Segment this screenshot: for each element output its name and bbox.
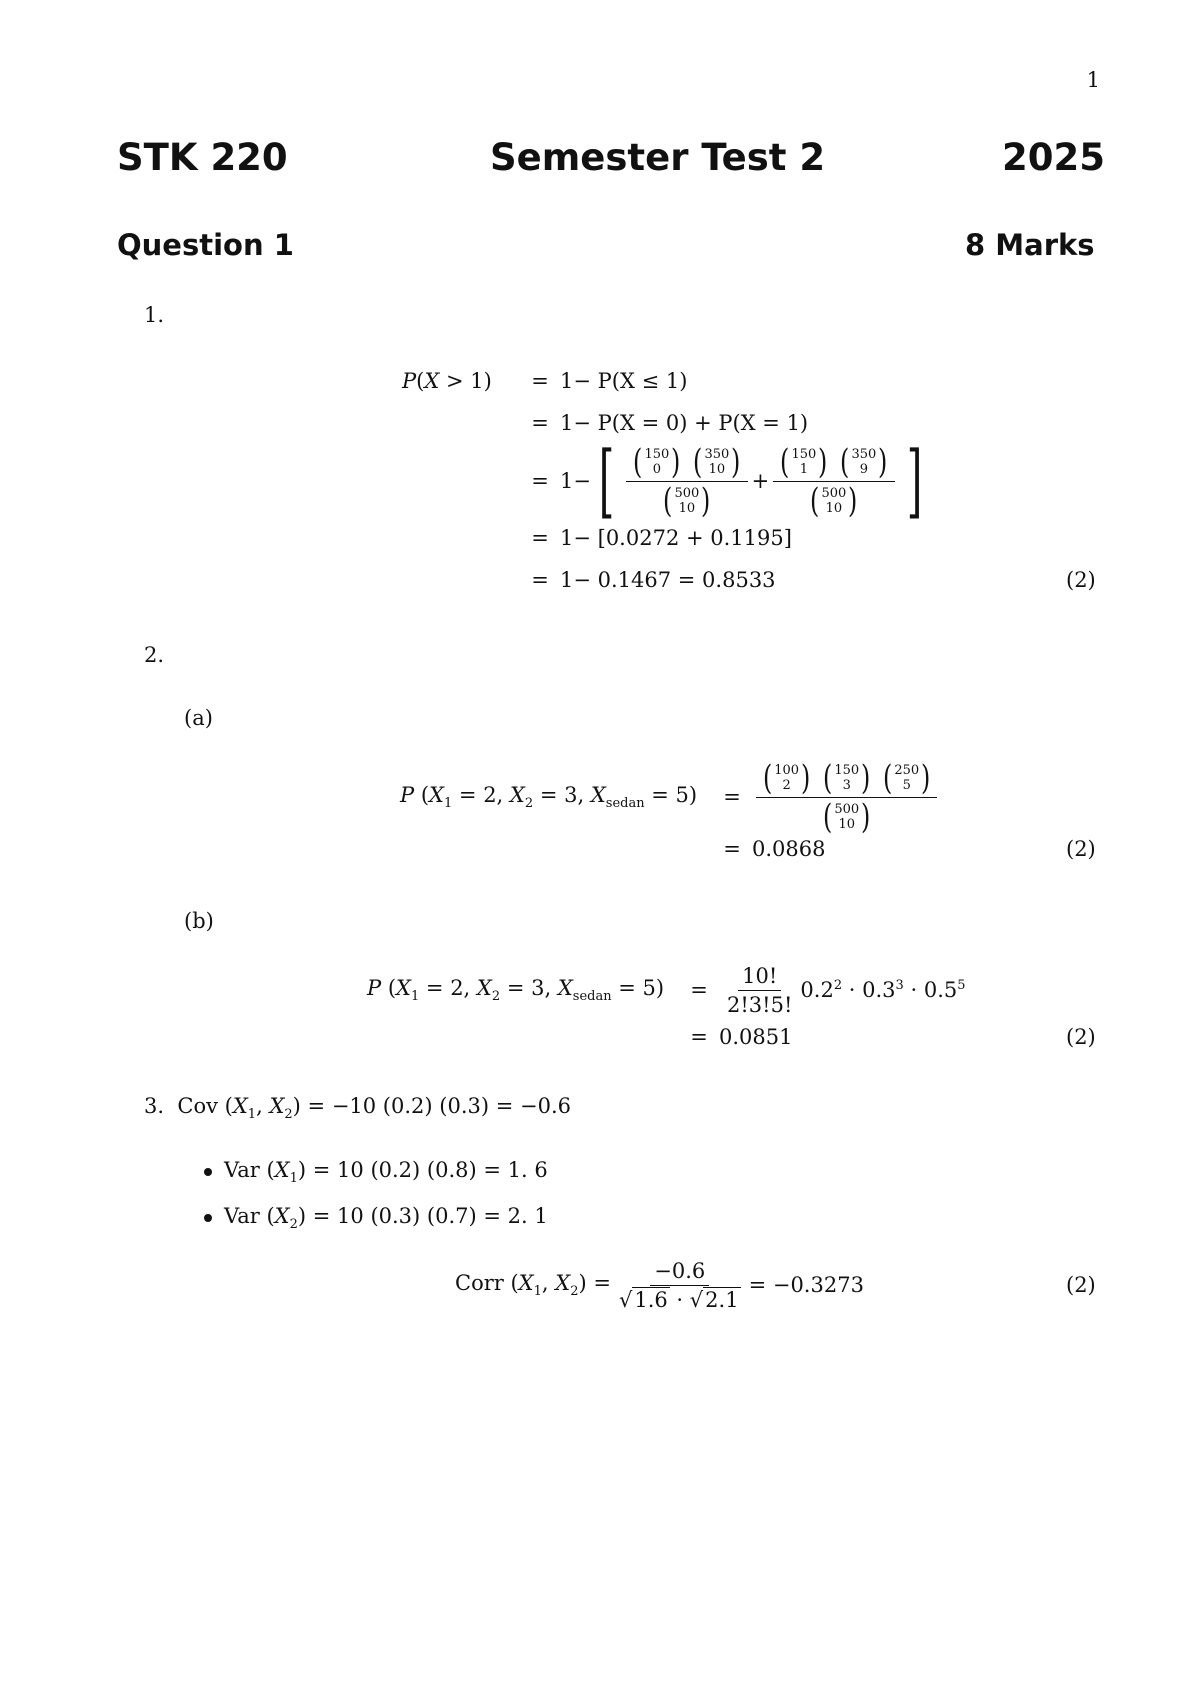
- q1-line-1: P(X > 1) = 1− P(X ≤ 1): [402, 369, 688, 393]
- q1-marks: (2): [1066, 568, 1096, 592]
- q3-cov-value: = −10 (0.2) (0.3) = −0.6: [307, 1094, 571, 1118]
- q2a-fraction: ( 100 2 ) ( 150 3 ) ( 250 5 ) ( 500 10 ): [756, 761, 937, 834]
- q2a-line-1: P ($X_1 = 2$, $X_2 = 3$, $X_{sedan} = 5$) = ( 100 2 ) ( 150 3 ) ( 250 5 ) ( 500 10 ): [400, 782, 941, 812]
- q1-line-2: = 1− P(X = 0) + P(X = 1): [531, 411, 809, 435]
- item-number-2: 2.: [144, 643, 165, 667]
- q2a-marks: (2): [1066, 837, 1096, 861]
- item-number-1: 1.: [144, 303, 165, 327]
- q1-line-5-rhs: 1− 0.1467 = 0.8533: [560, 568, 776, 592]
- q2b-marks: (2): [1066, 1025, 1096, 1049]
- q1-line-5: = 1− 0.1467 = 0.8533: [531, 568, 776, 592]
- q3-covariance: 3. Cov ($X_1$, $X_2) = -10$ (0.2) (0.3) = −0.6: [144, 1094, 571, 1122]
- q2b-product: $0.2^2 \cdot 0.3^3 \cdot 0.5^5$: [800, 978, 966, 1002]
- q3-corr-result: = −0.3273: [748, 1273, 864, 1297]
- q1-line-3: = 1− [ ( 150 0 ) ( 350 10 ) ( 500 10 ) + ( 150 1 ) ( 350 9 ) ( 500 10 ) ]: [531, 434, 923, 527]
- q1-line-4: = 1− [0.0272 + 0.1195]: [531, 526, 792, 550]
- q3-variance-2: Var $(X_2) = 10$ (0.3) (0.7) = 2. 1: [204, 1204, 548, 1232]
- bullet-icon: [204, 1214, 212, 1222]
- q1-line-4-rhs: 1− [0.0272 + 0.1195]: [560, 526, 792, 550]
- q1-line-3-prefix: 1−: [560, 469, 591, 493]
- q2b-line-1: P ($X_1 = 2$, $X_2 = 3$, $X_{sedan} = 5$) = $\frac{10!}{2!3!5!}$ $0.2^2 \cdot 0.3^3 \cdot 0.5^5$: [367, 963, 966, 1017]
- q1-lhs: P(X > 1): [402, 369, 492, 393]
- page-number: 1: [1086, 68, 1100, 92]
- q1-line-2-rhs: 1− P(X = 0) + P(X = 1): [560, 411, 809, 435]
- q2b-coef-den: 2!3!5!: [727, 992, 793, 1017]
- item-number-3: 3.: [144, 1094, 165, 1118]
- q3-corr-fraction: $\frac{-0.6}{√1.6 \cdot √2.1}$: [618, 1258, 739, 1312]
- test-year: 2025: [1002, 136, 1105, 179]
- q1-fraction-2: ( 150 1 ) ( 350 9 ) ( 500 10 ): [773, 445, 894, 518]
- item-2a-label: (a): [184, 706, 213, 730]
- item-2b-label: (b): [184, 909, 214, 933]
- q2b-coef-num: 10!: [738, 964, 781, 991]
- test-title: Semester Test 2: [490, 136, 826, 179]
- q2b-result: 0.0851: [719, 1025, 793, 1049]
- q2b-lhs: P ($X_1 = 2$, $X_2 = 3$, $X_{sedan} = 5$): [367, 976, 665, 1004]
- course-code: STK 220: [117, 136, 288, 179]
- q2a-result: 0.0868: [752, 837, 826, 861]
- q3-marks: (2): [1066, 1273, 1096, 1297]
- q2a-line-2: = 0.0868: [723, 837, 826, 861]
- q3-correlation: Corr ($X_1$, $X_2$) = $\frac{-0.6}{√1.6 \cdot √2.1}$ = −0.3273: [455, 1258, 864, 1312]
- q2a-lhs: P ($X_1 = 2$, $X_2 = 3$, $X_{sedan} = 5$): [400, 783, 698, 811]
- q3-variance-1: Var $(X_1) = 10$ (0.2) (0.8) = 1. 6: [204, 1158, 548, 1186]
- q3-var1-value: = 10 (0.2) (0.8) = 1. 6: [312, 1158, 548, 1182]
- q3-corr-num: −0.6: [650, 1259, 709, 1286]
- question-label: Question 1: [117, 228, 294, 262]
- q3-var2-value: = 10 (0.3) (0.7) = 2. 1: [312, 1204, 548, 1228]
- q1-line-1-rhs: 1− P(X ≤ 1): [560, 369, 688, 393]
- q2b-line-2: = 0.0851: [690, 1025, 793, 1049]
- q1-fraction-1: ( 150 0 ) ( 350 10 ) ( 500 10 ): [626, 445, 747, 518]
- q2b-coefficient: [723, 964, 796, 1017]
- bullet-icon: [204, 1168, 212, 1176]
- question-marks: 8 Marks: [965, 228, 1095, 262]
